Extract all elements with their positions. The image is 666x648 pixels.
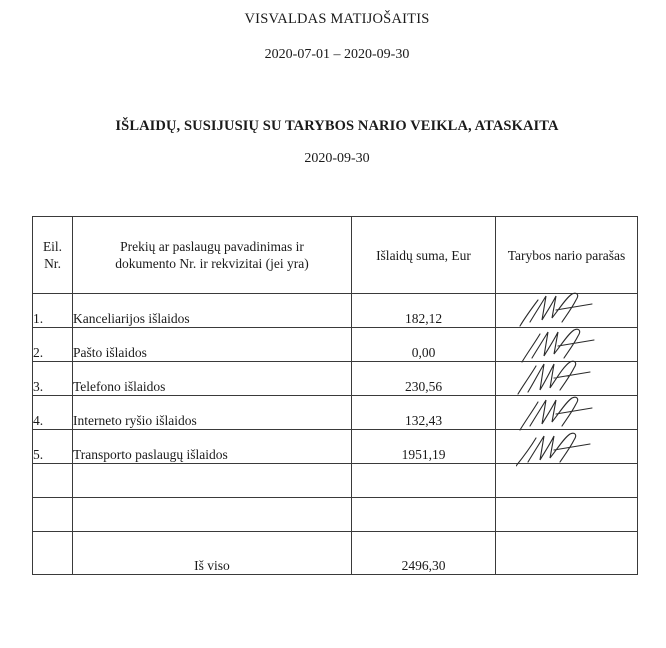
row-name: Transporto paslaugų išlaidos xyxy=(73,430,352,464)
report-period: 2020-07-01 – 2020-09-30 xyxy=(264,47,410,62)
row-nr: 5. xyxy=(33,430,73,464)
row-signature xyxy=(496,430,638,464)
row-amount: 230,56 xyxy=(352,362,496,396)
col-header-nr-line1: Eil. xyxy=(42,239,63,254)
row-nr: 2. xyxy=(33,328,73,362)
total-label: Iš viso xyxy=(73,532,352,575)
col-header-nr-line2: Nr. xyxy=(44,256,61,271)
col-header-name xyxy=(73,217,352,294)
total-row xyxy=(33,532,638,575)
empty-cell xyxy=(33,498,73,532)
empty-cell xyxy=(33,532,73,575)
empty-cell xyxy=(73,464,352,498)
col-header-name-line2: dokumento Nr. ir rekvizitai (jei yra) xyxy=(115,256,309,271)
empty-row xyxy=(33,498,638,532)
row-amount: 182,12 xyxy=(352,294,496,328)
col-header-signature: Tarybos nario parašas xyxy=(496,217,638,294)
empty-cell xyxy=(352,498,496,532)
col-header-amount: Išlaidų suma, Eur xyxy=(352,217,496,294)
row-nr: 4. xyxy=(33,396,73,430)
expense-table xyxy=(32,216,638,575)
table-row xyxy=(33,430,638,464)
table-header-row xyxy=(33,217,638,294)
col-header-nr xyxy=(33,217,73,294)
report-date: 2020-09-30 xyxy=(304,151,370,166)
report-title: IŠLAIDŲ, SUSIJUSIŲ SU TARYBOS NARIO VEIKLA, ATASKAITA xyxy=(115,118,559,134)
empty-cell xyxy=(496,498,638,532)
empty-cell xyxy=(496,532,638,575)
row-amount: 0,00 xyxy=(352,328,496,362)
row-nr: 3. xyxy=(33,362,73,396)
handwritten-signature xyxy=(516,422,596,470)
report-author: VISVALDAS MATIJOŠAITIS xyxy=(244,11,430,27)
empty-cell xyxy=(33,464,73,498)
total-amount: 2496,30 xyxy=(352,532,496,575)
row-name: Interneto ryšio išlaidos xyxy=(73,396,352,430)
row-amount: 1951,19 xyxy=(352,430,496,464)
row-nr: 1. xyxy=(33,294,73,328)
col-header-name-line1: Prekių ar paslaugų pavadinimas ir xyxy=(120,239,304,254)
row-amount: 132,43 xyxy=(352,396,496,430)
empty-cell xyxy=(73,498,352,532)
row-name: Pašto išlaidos xyxy=(73,328,352,362)
empty-cell xyxy=(352,464,496,498)
row-name: Kanceliarijos išlaidos xyxy=(73,294,352,328)
row-name: Telefono išlaidos xyxy=(73,362,352,396)
